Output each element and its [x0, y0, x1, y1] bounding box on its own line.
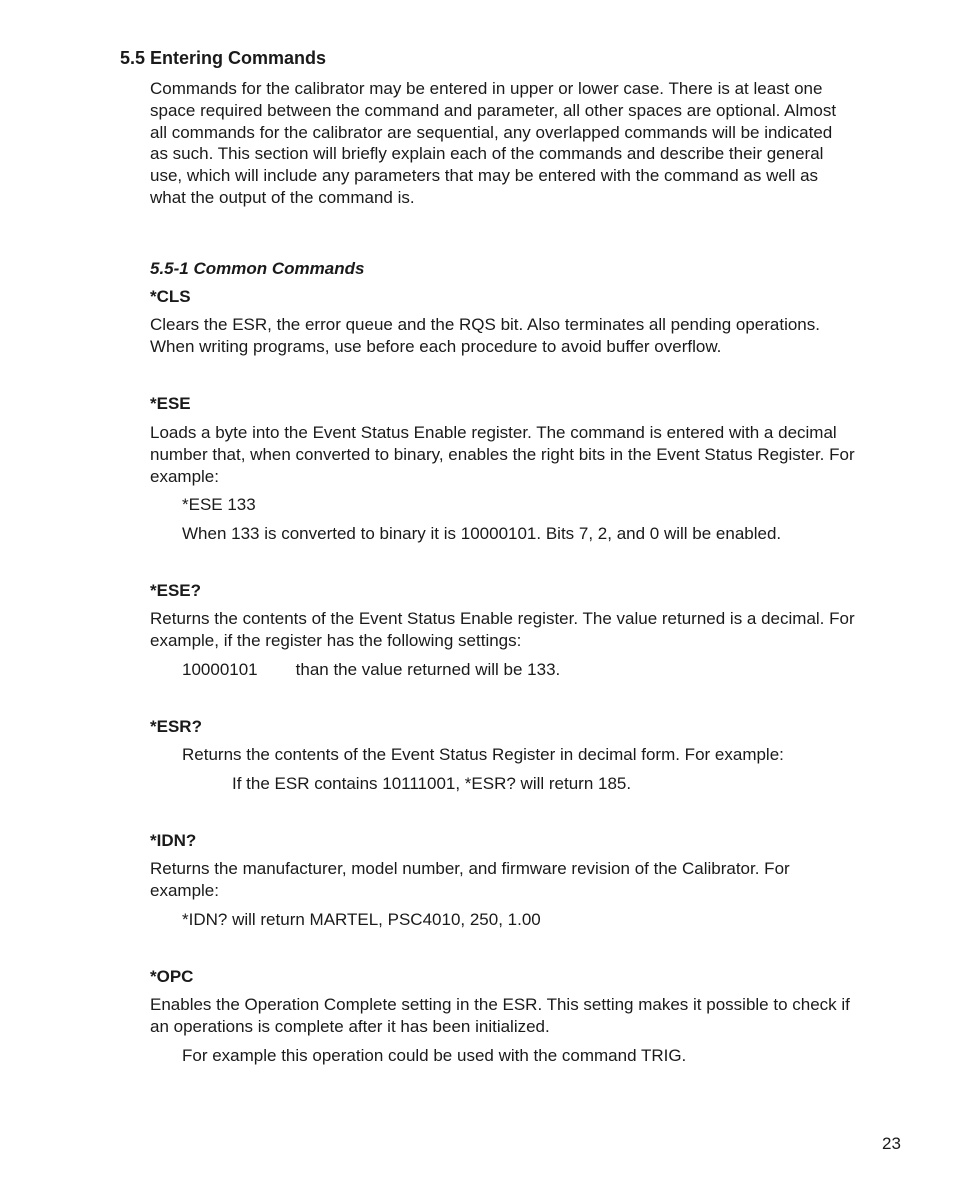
command-ese-example-note: When 133 is converted to binary it is 10000101. Bits 7, 2, and 0 will be enabled. — [182, 524, 782, 543]
page-number: 23 — [882, 1134, 901, 1153]
command-opc-example: For example this operation could be used with the command TRIG. — [182, 1046, 687, 1065]
example-binary-value: 10000101 — [182, 660, 258, 679]
command-ese-query-example — [182, 659, 902, 681]
command-cls-heading: *CLS — [150, 287, 191, 306]
command-idn-query-example: *IDN? will return MARTEL, PSC4010, 250, 1.00 — [182, 910, 541, 929]
command-esr-query-example: If the ESR contains 10111001, *ESR? will return 185. — [232, 774, 632, 793]
example-result-text: than the value returned will be 133. — [295, 660, 561, 679]
command-cls-description: Clears the ESR, the error queue and the RQS bit. Also terminates all pending operations. When writing programs, use before each procedure to avoid buffer overflow. — [150, 315, 820, 356]
section-title: 5.5 Entering Commands — [120, 48, 327, 68]
command-ese-query-description: Returns the contents of the Event Status Enable register. The value returned is a decimal. For example, if the register has the following settings: — [150, 609, 855, 650]
command-opc-heading: *OPC — [150, 967, 194, 986]
command-ese-example: *ESE 133 — [182, 495, 256, 514]
subsection-title: 5.5-1 Common Commands — [150, 259, 365, 278]
command-ese-query-heading: *ESE? — [150, 581, 202, 600]
command-ese-heading: *ESE — [150, 394, 191, 413]
command-idn-query-description: Returns the manufacturer, model number, and firmware revision of the Calibrator. For example: — [150, 859, 790, 900]
command-esr-query-heading: *ESR? — [150, 717, 202, 736]
command-ese-description: Loads a byte into the Event Status Enable register. The command is entered with a decimal number that, when converted to binary, enables the right bits in the Event Status Register. For example: — [150, 423, 855, 486]
command-esr-query-description: Returns the contents of the Event Status Register in decimal form. For example: — [182, 745, 784, 764]
command-opc-description: Enables the Operation Complete setting in the ESR. This setting makes it possible to check if an operations is complete after it has been initialized. — [150, 995, 850, 1036]
command-idn-query-heading: *IDN? — [150, 831, 197, 850]
section-intro: Commands for the calibrator may be entered in upper or lower case. There is at least one space required between the command and parameter, all other spaces are optional. Almost all commands for the calibrator are sequential, any overlapped commands will be indicated as such. This section will briefly explain each of the commands and describe their general use, which will include any parameters that may be entered with the command as well as what the output of the command is. — [150, 79, 837, 207]
